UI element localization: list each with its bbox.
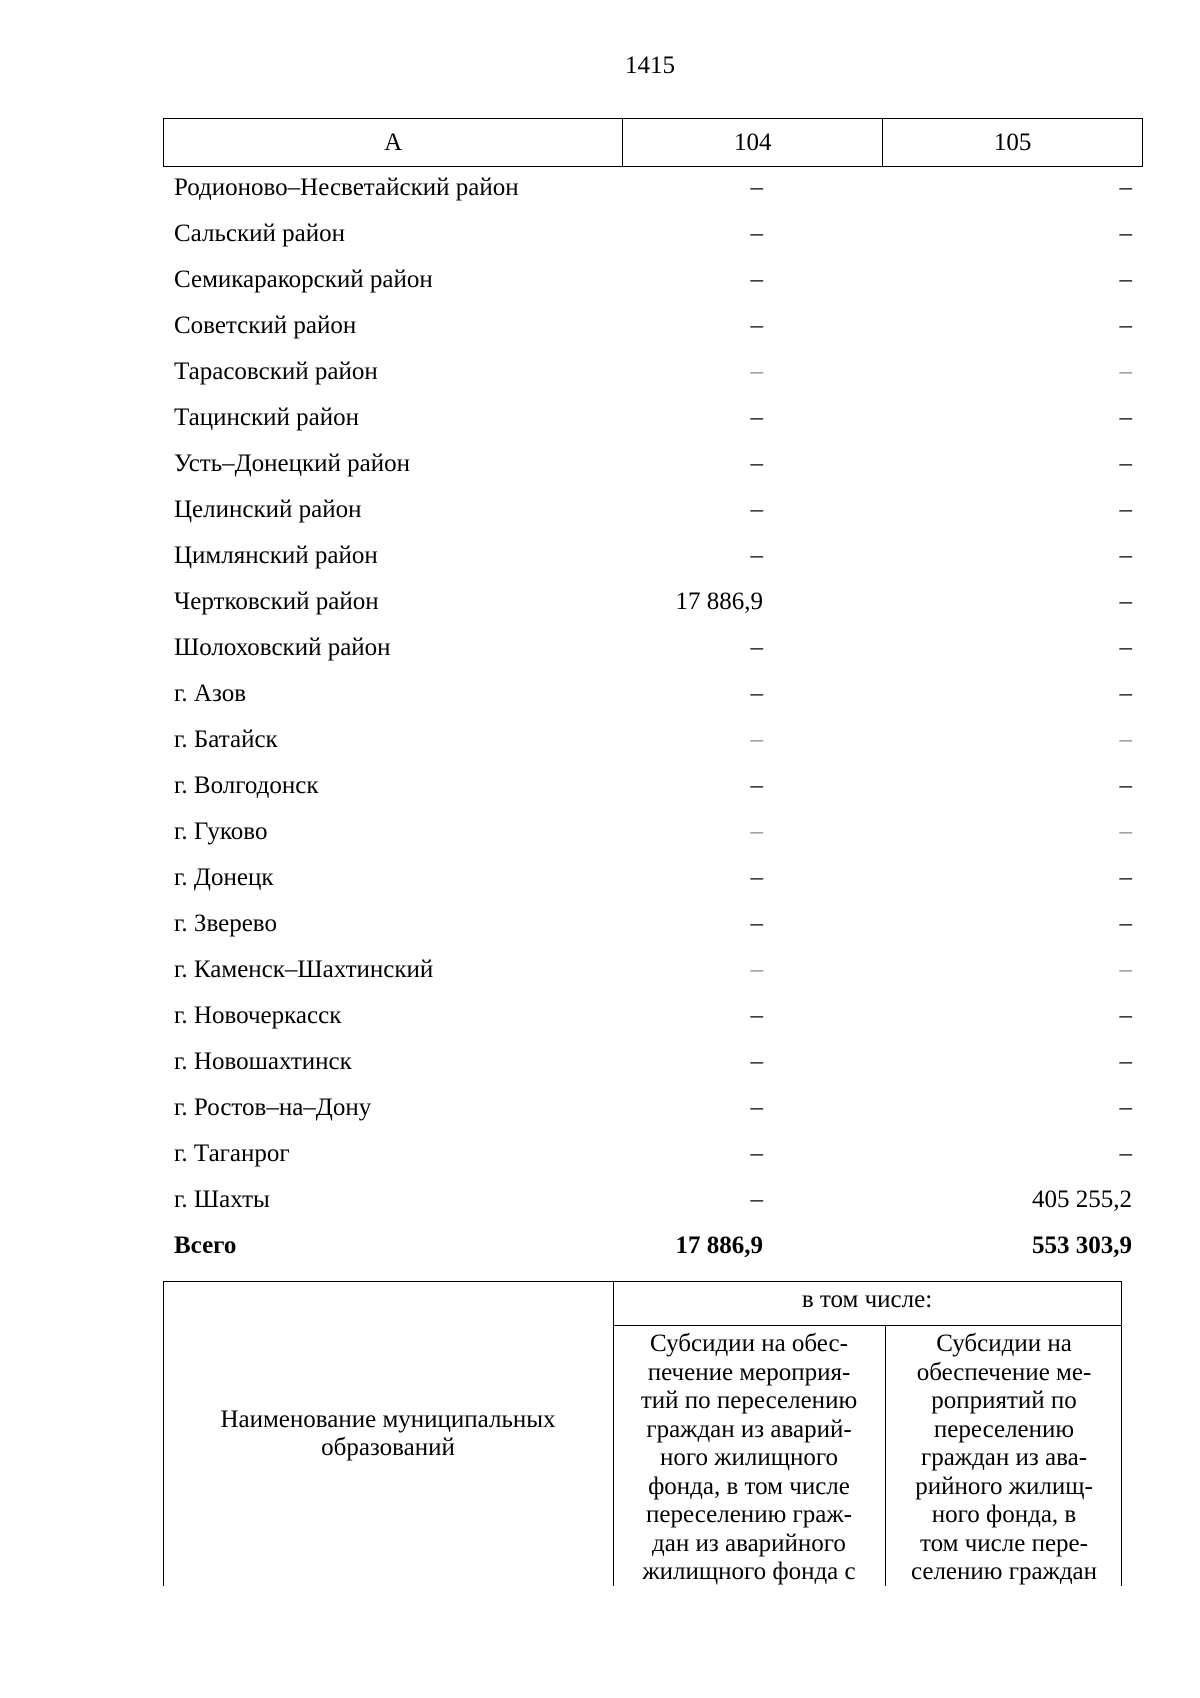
municipality-name: Сальский район [174,220,345,247]
table-row [163,214,1143,260]
municipality-name: Тарасовский район [174,358,378,385]
subsidy-header-line: роприятий по [931,1387,1077,1414]
municipality-name: г. Каменск–Шахтинский [174,956,434,983]
total-label: Всего [174,1232,237,1259]
value-105: – [1119,864,1132,891]
municipal-names-header-line1: Наименование муниципальных [220,1406,556,1433]
value-105: – [1119,956,1132,983]
value-105: – [1119,910,1132,937]
municipality-name: Советский район [174,312,357,339]
table-row [163,168,1143,214]
municipality-name: Семикаракорский район [174,266,433,293]
subsidy-header-line: ного фонда, в [931,1501,1077,1528]
value-104: – [750,1048,763,1075]
municipality-name: г. Батайск [174,726,278,753]
subsidy-header-2 [887,1330,1121,1587]
municipality-name: Целинский район [174,496,362,523]
municipality-name: г. Волгодонск [174,772,319,799]
value-105: – [1119,450,1132,477]
table-row [163,582,1143,628]
table-row [163,858,1143,904]
page-number: 1415 [625,52,675,79]
municipality-name: г. Шахты [174,1186,270,1213]
value-104: – [750,450,763,477]
subsidy-header-line: Субсидии на [936,1330,1072,1357]
subsidy-header-line: тий по переселению [640,1387,858,1414]
subsidy-header-line: рийного жилищ- [915,1472,1093,1500]
value-105: – [1119,496,1132,523]
municipality-name: г. Новошахтинск [174,1048,352,1075]
value-105: – [1119,174,1132,201]
value-104: – [750,312,763,339]
municipality-name: г. Таганрог [174,1140,290,1167]
total-105: 553 303,9 [1032,1232,1132,1259]
table-row [163,444,1143,490]
second-header-table [163,1281,1121,1586]
value-105: – [1119,1140,1132,1167]
value-104: – [750,1186,763,1213]
header-col-104: 104 [623,119,883,167]
value-104: – [750,542,763,569]
value-104: – [750,772,763,799]
value-105: – [1119,266,1132,293]
table-row [163,352,1143,398]
municipality-name: Тацинский район [174,404,359,431]
value-105: – [1119,1002,1132,1029]
table-row [163,536,1143,582]
value-105: – [1119,818,1132,845]
value-105: – [1119,588,1132,615]
table-row [163,674,1143,720]
municipality-name: Цимлянский район [174,542,378,569]
value-104: – [750,956,763,983]
table-row [163,1180,1143,1226]
subsidy-header-line: граждан из ава- [920,1444,1088,1471]
subsidy-header-line: фонда, в том числе [648,1472,850,1500]
municipality-name: Усть–Донецкий район [174,450,411,477]
total-row [163,1226,1143,1272]
value-105: 405 255,2 [1032,1186,1132,1213]
table-divider [613,1281,614,1586]
value-104: – [750,634,763,661]
value-105: – [1119,1048,1132,1075]
subsidy-header-line: печение мероприя- [647,1358,851,1386]
municipality-name: г. Ростов–на–Дону [174,1094,372,1121]
table-row [163,766,1143,812]
subsidy-header-line: переселению [933,1415,1075,1443]
value-105: – [1119,358,1132,385]
value-104: – [750,496,763,523]
subsidy-header-line: жилищного фонда с [642,1558,856,1585]
value-105: – [1119,542,1132,569]
value-105: – [1119,772,1132,799]
value-105: – [1119,312,1132,339]
value-105: – [1119,726,1132,753]
value-104: – [750,358,763,385]
table-row [163,490,1143,536]
table-row [163,950,1143,996]
table-row [163,398,1143,444]
header-col-a: А [164,119,623,167]
value-105: – [1119,1094,1132,1121]
value-104: – [750,1140,763,1167]
table-row [163,260,1143,306]
municipality-name: г. Гуково [174,818,268,845]
value-104: – [750,1002,763,1029]
municipality-name: г. Донецк [174,864,274,891]
municipality-name: г. Новочеркасск [174,1002,342,1029]
subsidy-header-line: переселению граж- [646,1501,852,1528]
municipal-names-header [163,1406,613,1462]
subsidy-header-line: обеспечение ме- [916,1358,1092,1386]
table-row [163,1088,1143,1134]
value-105: – [1119,404,1132,431]
value-105: – [1119,220,1132,247]
subsidy-header-line: том числе пере- [920,1529,1088,1557]
value-104: – [750,1094,763,1121]
column-header-table [163,118,1143,167]
municipality-name: Чертковский район [174,588,379,615]
value-104: – [750,726,763,753]
value-104: – [750,910,763,937]
subsidy-header-line: дан из аварийного [652,1529,846,1557]
table-row [163,904,1143,950]
header-col-105: 105 [883,119,1143,167]
table-row [163,996,1143,1042]
table-row [163,1134,1143,1180]
table-border-right [1121,1281,1122,1586]
table-divider-horizontal [613,1325,1121,1326]
municipality-name: Шолоховский район [174,634,391,661]
municipal-names-header-line2: образований [321,1434,455,1461]
subsidy-header-line: ного жилищного [659,1444,839,1471]
value-105: – [1119,634,1132,661]
data-rows [163,168,1143,1272]
total-104: 17 886,9 [675,1232,763,1259]
including-header: в том числе: [801,1286,933,1313]
subsidy-header-line: граждан из аварий- [646,1415,852,1443]
value-104: – [750,864,763,891]
table-row [163,812,1143,858]
subsidy-header-1 [615,1330,883,1587]
table-row [163,1042,1143,1088]
table-row [163,306,1143,352]
value-104: – [750,680,763,707]
value-104: – [750,404,763,431]
municipality-name: г. Зверево [174,910,277,937]
value-104: 17 886,9 [675,588,763,615]
municipality-name: Родионово–Несветайский район [174,174,519,201]
value-104: – [750,266,763,293]
subsidy-header-line: селению граждан [910,1558,1098,1585]
value-104: – [750,220,763,247]
table-row [163,628,1143,674]
table-border-top [163,1281,1121,1282]
table-row [163,720,1143,766]
value-104: – [750,174,763,201]
municipality-name: г. Азов [174,680,247,707]
value-105: – [1119,680,1132,707]
subsidy-header-line: Субсидии на обес- [650,1330,848,1357]
table-divider-sub [885,1325,886,1586]
value-104: – [750,818,763,845]
